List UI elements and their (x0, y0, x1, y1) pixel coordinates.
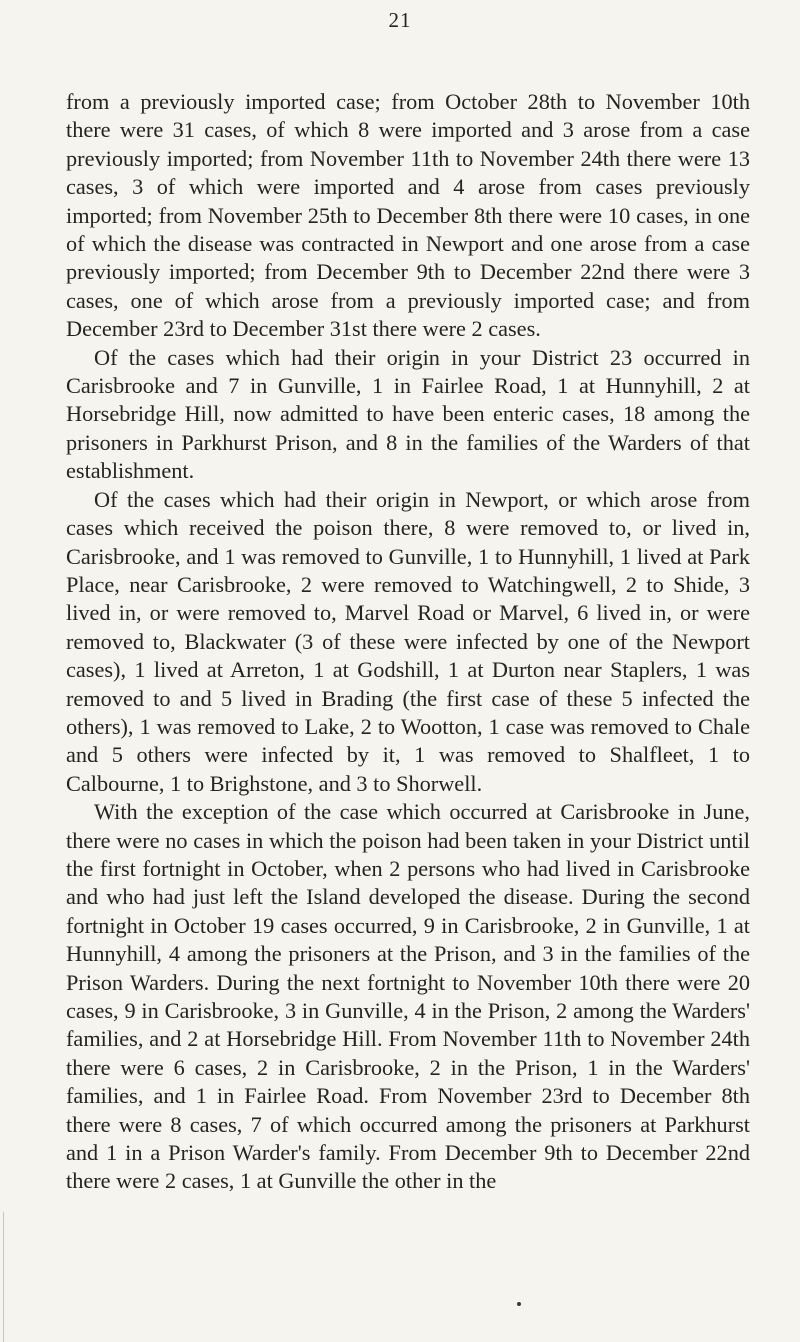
page-edge-line (3, 1212, 4, 1342)
body-text (66, 88, 750, 1196)
ink-speck (517, 1302, 521, 1306)
paragraph-1: from a previously imported case; from October 28th to November 10th there were 31 cases, of which 8 were imported and 3 arose from a case previously imported; from November 11th to November 24th there were 13 cases, 3 of which were imported and 4 arose from cases previously imported; from November 25th to December 8th there were 10 cases, in one of which the disease was contracted in Newport and one arose from a case previously imported; from December 9th to December 22nd there were 3 cases, one of which arose from a previously imported case; and from December 23rd to December 31st there were 2 cases. (66, 89, 750, 342)
paragraph-2: Of the cases which had their origin in your District 23 occurred in Carisbrooke and 7 in Gunville, 1 in Fairlee Road, 1 at Hunnyhill, 2 at Horsebridge Hill, now admitted to have been enteric cases, 18 among the prisoners in Parkhurst Prison, and 8 in the families of the Warders of that establishment. (66, 344, 750, 484)
paragraph-4: With the exception of the case which occurred at Carisbrooke in June, there were no cases in which the poison had been taken in your District until the first fortnight in October, when 2 persons who had lived in Carisbrooke and who had just left the Island developed the disease. During the second fortnight in October 19 cases occurred, 9 in Carisbrooke, 2 in Gunville, 1 at Hunnyhill, 4 among the prisoners at the Prison, and 3 in the families of the Prison Warders. During the next fortnight to November 10th there were 20 cases, 9 in Carisbrooke, 3 in Gunville, 4 in the Prison, 2 among the Warders' families, and 2 at Horsebridge Hill. From November 11th to November 24th there were 6 cases, 2 in Carisbrooke, 2 in the Prison, 1 in the Warders' families, and 1 in Fairlee Road. From November 23rd to December 8th there were 8 cases, 7 of which occurred among the prisoners at Parkhurst and 1 in a Prison Warder's family. From December 9th to December 22nd there were 2 cases, 1 at Gunville the other in the (66, 799, 750, 1194)
paragraph-3: Of the cases which had their origin in Newport, or which arose from cases which received the poison there, 8 were removed to, or lived in, Carisbrooke, and 1 was removed to Gunville, 1 to Hunnyhill, 1 lived at Park Place, near Carisbrooke, 2 were removed to Watchingwell, 2 to Shide, 3 lived in, or were removed to, Marvel Road or Marvel, 6 lived in, or were removed to, Blackwater (3 of these were infected by one of the Newport cases), 1 lived at Arreton, 1 at Godshill, 1 at Durton near Staplers, 1 was removed to and 5 lived in Brading (the first case of these 5 infected the others), 1 was removed to Lake, 2 to Wootton, 1 case was removed to Chale and 5 others were infected by it, 1 was removed to Shalfleet, 1 to Calbourne, 1 to Brighstone, and 3 to Shorwell. (66, 486, 750, 796)
page-number: 21 (388, 8, 412, 32)
